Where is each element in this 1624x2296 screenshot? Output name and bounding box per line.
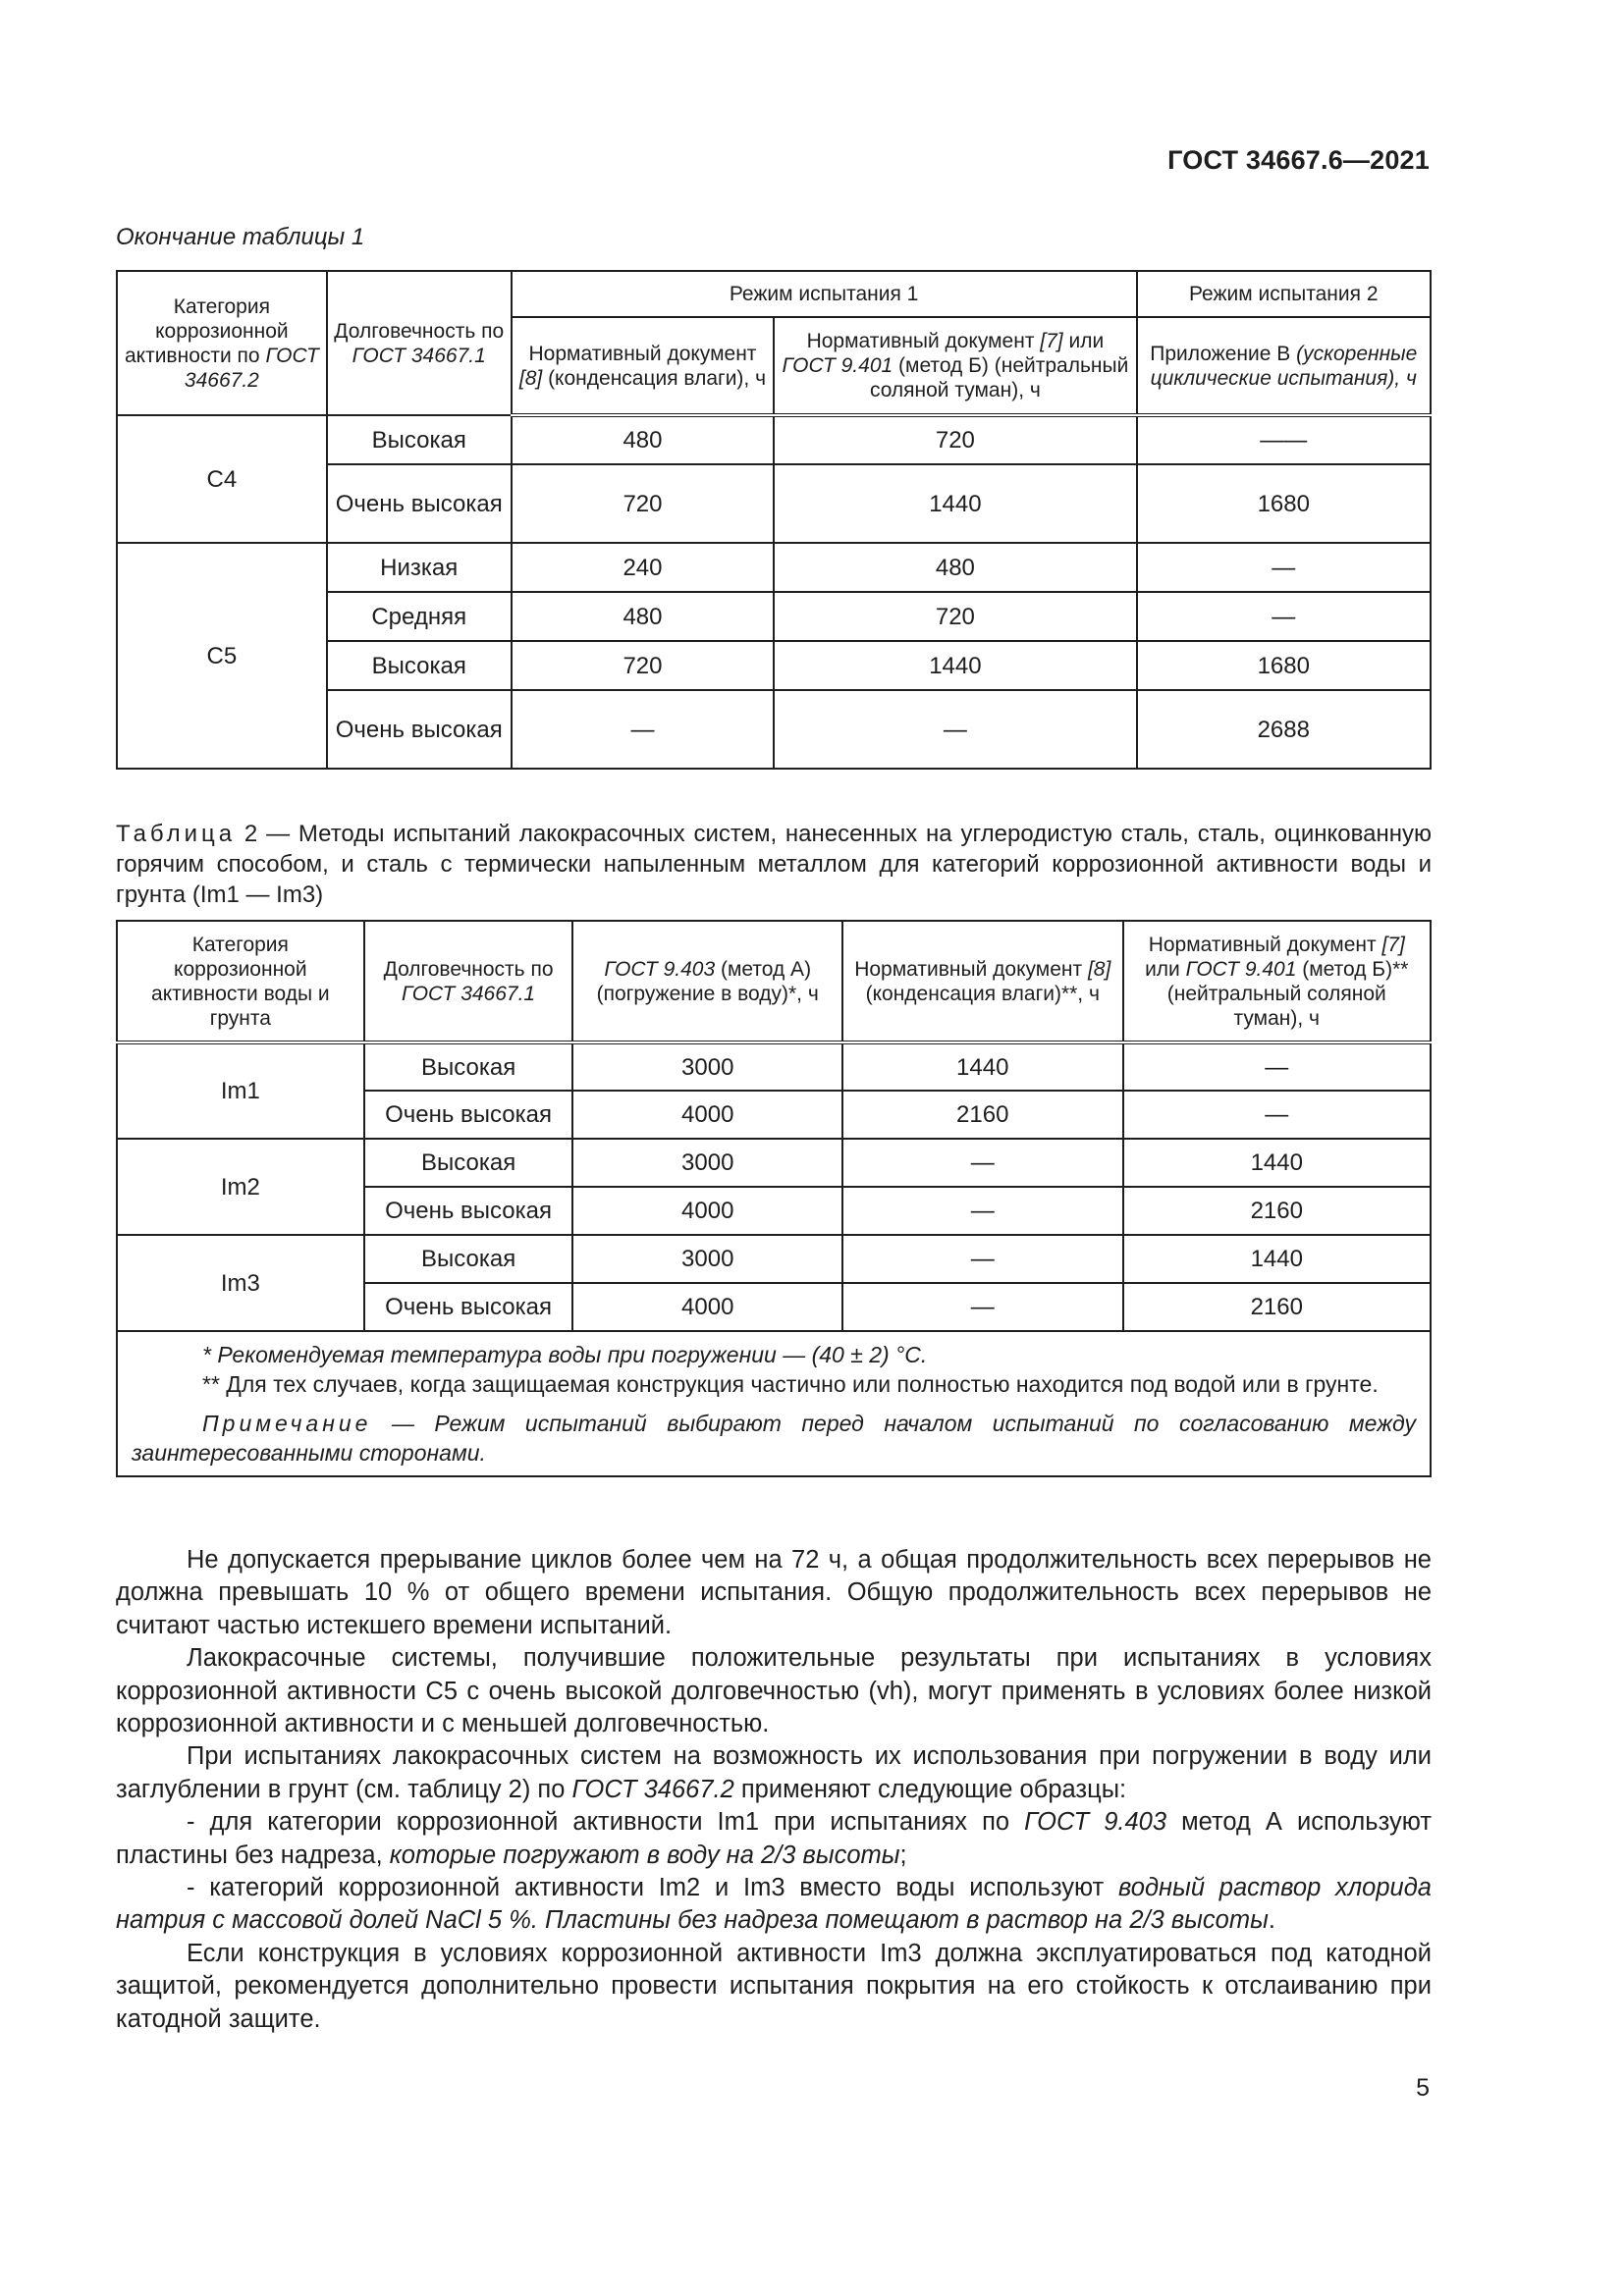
table1-header-salt-fog: Нормативный документ [7] или ГОСТ 9.401 (метод Б) (нейтральный соляной туман), ч bbox=[774, 317, 1136, 415]
value-cell: 2160 bbox=[1123, 1187, 1431, 1235]
footnote-2: ** Для тех случаев, когда защищаемая конструкция частично или полностью находится под водой или в грунте. bbox=[202, 1371, 1379, 1397]
table2-header-condensation: Нормативный документ [8] (конденсация влаги)**, ч bbox=[842, 921, 1123, 1042]
value-cell: 3000 bbox=[572, 1139, 842, 1187]
value-cell: 1440 bbox=[1123, 1235, 1431, 1283]
value-cell: 1680 bbox=[1137, 464, 1431, 543]
durability-cell: Высокая bbox=[327, 415, 512, 464]
value-cell: 3000 bbox=[572, 1235, 842, 1283]
durability-cell: Высокая bbox=[364, 1235, 573, 1283]
durability-cell: Средняя bbox=[327, 592, 512, 641]
table2-header-immersion: ГОСТ 9.403 (метод А) (погружение в воду)*, ч bbox=[572, 921, 842, 1042]
value-cell: — bbox=[842, 1235, 1123, 1283]
document-code: ГОСТ 34667.6—2021 bbox=[1167, 145, 1430, 175]
value-cell: 1440 bbox=[774, 464, 1136, 543]
table1-header-condensation: Нормативный документ [8] (конденсация влаги), ч bbox=[512, 317, 775, 415]
value-cell: 480 bbox=[774, 543, 1136, 592]
page-number: 5 bbox=[1416, 2074, 1430, 2102]
value-cell: 4000 bbox=[572, 1187, 842, 1235]
table-row bbox=[117, 1139, 1431, 1187]
value-cell: 1440 bbox=[1123, 1139, 1431, 1187]
durability-cell: Высокая bbox=[327, 641, 512, 690]
value-cell: — bbox=[842, 1187, 1123, 1235]
list-item-im1: - для категории коррозионной активности Im1 при испытаниях по ГОСТ 9.403 метод А используют пластины без надреза, которые погружают в воду на 2/3 высоты; bbox=[116, 1808, 1432, 1869]
category-cell: С4 bbox=[117, 415, 327, 543]
durability-cell: Очень высокая bbox=[327, 690, 512, 769]
value-cell: 240 bbox=[512, 543, 775, 592]
table2-note: Примечание — Режим испытаний выбирают перед началом испытаний по согласованию между заинтересованными сторонами. bbox=[132, 1411, 1416, 1466]
value-cell: 720 bbox=[512, 464, 775, 543]
value-cell: — bbox=[842, 1283, 1123, 1331]
durability-cell: Высокая bbox=[364, 1042, 573, 1091]
durability-cell: Высокая bbox=[364, 1139, 573, 1187]
value-cell: 1440 bbox=[842, 1042, 1123, 1091]
durability-cell: Очень высокая bbox=[364, 1091, 573, 1139]
value-cell: 480 bbox=[512, 592, 775, 641]
value-cell: 3000 bbox=[572, 1042, 842, 1091]
value-cell: — bbox=[1137, 543, 1431, 592]
value-cell: —— bbox=[1137, 415, 1431, 464]
category-cell: Im2 bbox=[117, 1139, 364, 1235]
durability-cell: Очень высокая bbox=[327, 464, 512, 543]
value-cell: 720 bbox=[774, 415, 1136, 464]
value-cell: 720 bbox=[512, 641, 775, 690]
table2-header-category: Категория коррозионной активности воды и грунта bbox=[117, 921, 364, 1042]
value-cell: 4000 bbox=[572, 1091, 842, 1139]
table2-title: Таблица 2 — Методы испытаний лакокрасочных систем, нанесенных на углеродистую сталь, сталь, оцинкованную горячим способом, и сталь с термически напыленным металлом для категорий коррозионной активности воды и грунта (Im1 — Im3) bbox=[116, 821, 1432, 908]
table1-header-mode1: Режим испытания 1 bbox=[512, 271, 1137, 317]
category-cell: Im3 bbox=[117, 1235, 364, 1331]
value-cell: 720 bbox=[774, 592, 1136, 641]
value-cell: 4000 bbox=[572, 1283, 842, 1331]
value-cell: — bbox=[1123, 1042, 1431, 1091]
list-item-im2-im3: - категорий коррозионной активности Im2 и Im3 вместо воды используют водный раствор хлорида натрия с массовой долей NaCl 5 %. Пластины без надреза помещают в раствор на 2/3 высоты. bbox=[116, 1874, 1432, 1935]
value-cell: 1440 bbox=[774, 641, 1136, 690]
value-cell: 2688 bbox=[1137, 690, 1431, 769]
durability-cell: Очень высокая bbox=[364, 1283, 573, 1331]
body-text bbox=[116, 1544, 1432, 2036]
table2-notes bbox=[117, 1331, 1431, 1476]
value-cell: — bbox=[1137, 592, 1431, 641]
table1-caption: Окончание таблицы 1 bbox=[116, 224, 365, 250]
table2-header-salt-fog: Нормативный документ [7] или ГОСТ 9.401 (метод Б)** (нейтральный соляной туман), ч bbox=[1123, 921, 1431, 1042]
table-row bbox=[117, 543, 1431, 592]
value-cell: 2160 bbox=[842, 1091, 1123, 1139]
value-cell: — bbox=[512, 690, 775, 769]
category-cell: С5 bbox=[117, 543, 327, 769]
table-row bbox=[117, 415, 1431, 464]
table-row bbox=[117, 1042, 1431, 1091]
paragraph-c5-systems: Лакокрасочные системы, получившие положительные результаты при испытаниях в условиях коррозионной активности С5 с очень высокой долговечностью (vh), могут применять в условиях более низкой коррозионной активности и с меньшей долговечностью. bbox=[116, 1644, 1432, 1738]
paragraph-cathodic-protection: Если конструкция в условиях коррозионной активности Im3 должна эксплуатироваться под катодной защитой, рекомендуется дополнительно провести испытания покрытия на его стойкость к отслаиванию при катодной защите. bbox=[116, 1939, 1432, 2033]
table1-header-cyclic: Приложение В (ускоренные циклические испытания), ч bbox=[1137, 317, 1431, 415]
table1-header-category: Категория коррозионной активности по ГОСТ 34667.2 bbox=[117, 271, 327, 415]
paragraph-interruptions: Не допускается прерывание циклов более чем на 72 ч, а общая продолжительность всех перерывов не должна превышать 10 % от общего времени испытания. Общую продолжительность всех перерывов не считают частью истекшего времени испытаний. bbox=[116, 1546, 1432, 1639]
table1-header-mode2: Режим испытания 2 bbox=[1137, 271, 1431, 317]
table-row bbox=[117, 1235, 1431, 1283]
durability-cell: Очень высокая bbox=[364, 1187, 573, 1235]
footnote-1: * Рекомендуемая температура воды при погружении — (40 ± 2) °С. bbox=[202, 1342, 928, 1367]
value-cell: — bbox=[1123, 1091, 1431, 1139]
value-cell: 1680 bbox=[1137, 641, 1431, 690]
table2-header-durability: Долговечность по ГОСТ 34667.1 bbox=[364, 921, 573, 1042]
paragraph-immersion-samples: При испытаниях лакокрасочных систем на возможность их использования при погружении в воду или заглублении в грунт (см. таблицу 2) по ГОСТ 34667.2 применяют следующие образцы: bbox=[116, 1742, 1432, 1803]
category-cell: Im1 bbox=[117, 1042, 364, 1139]
durability-cell: Низкая bbox=[327, 543, 512, 592]
table1 bbox=[116, 270, 1432, 770]
value-cell: — bbox=[774, 690, 1136, 769]
table1-header-durability: Долговечность по ГОСТ 34667.1 bbox=[327, 271, 512, 415]
value-cell: — bbox=[842, 1139, 1123, 1187]
table2 bbox=[116, 920, 1432, 1477]
value-cell: 480 bbox=[512, 415, 775, 464]
value-cell: 2160 bbox=[1123, 1283, 1431, 1331]
